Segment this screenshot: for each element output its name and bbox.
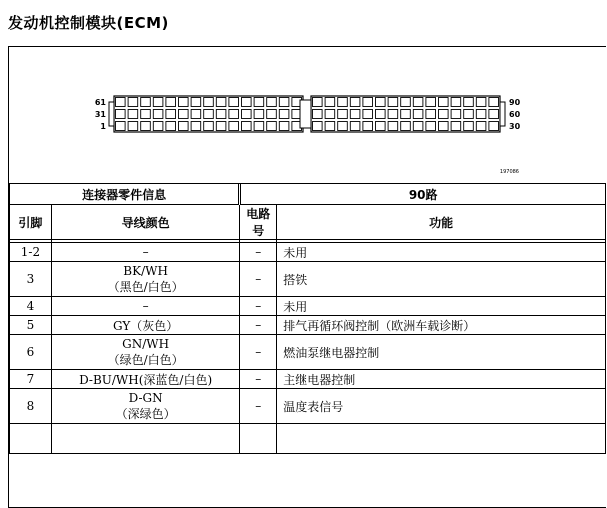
pin-cell: 3 <box>10 262 52 297</box>
pin-cell: 7 <box>10 370 52 389</box>
pin-number-label: 60 <box>509 110 521 119</box>
table-row <box>10 389 606 424</box>
connector-block-left <box>114 96 303 132</box>
connector-info-label: 连接器零件信息 <box>10 184 240 205</box>
circuit-cell: – <box>240 370 277 389</box>
color-cell <box>51 335 239 370</box>
function-cell: 温度表信号 <box>277 389 606 424</box>
pin-cell: 1-2 <box>10 243 52 262</box>
table-row <box>10 316 606 335</box>
header-circuit: 电路号 <box>240 205 277 240</box>
pin-table <box>9 183 606 454</box>
table-row <box>10 262 606 297</box>
color-name: （绿色/白色） <box>107 352 184 367</box>
center-key <box>300 100 311 128</box>
circuit-cell: – <box>240 262 277 297</box>
circuit-cell: – <box>240 389 277 424</box>
pin-cell: 8 <box>10 389 52 424</box>
function-cell: 搭铁 <box>277 262 606 297</box>
color-code: GN/WH <box>122 336 170 351</box>
connector-block-right <box>311 96 500 132</box>
pin-number-label: 61 <box>94 98 106 107</box>
color-cell: GY（灰色） <box>51 316 239 335</box>
color-name: （黑色/白色） <box>107 279 184 294</box>
pin-number-label: 90 <box>509 98 521 107</box>
connector-panel <box>8 46 606 508</box>
connector-type: 90路 <box>240 184 606 205</box>
pin-number-label: 31 <box>94 110 106 119</box>
pin-cell: 6 <box>10 335 52 370</box>
latch-right <box>500 102 505 126</box>
pin-number-label: 30 <box>509 122 521 131</box>
latch-left <box>109 102 114 126</box>
pin-cell: 4 <box>10 297 52 316</box>
color-code: D-GN <box>128 390 163 405</box>
color-cell: – <box>51 297 239 316</box>
circuit-cell: – <box>240 297 277 316</box>
header-wire-color: 导线颜色 <box>51 205 239 240</box>
function-cell: 主继电器控制 <box>277 370 606 389</box>
page-title: 发动机控制模块(ECM) <box>8 14 169 32</box>
header-function: 功能 <box>277 205 606 240</box>
circuit-cell: – <box>240 243 277 262</box>
color-cell <box>51 389 239 424</box>
connector-diagram <box>9 47 606 184</box>
function-cell: 未用 <box>277 243 606 262</box>
circuit-cell: – <box>240 335 277 370</box>
color-cell: D-BU/WH(深蓝色/白色) <box>51 370 239 389</box>
pin-number-label: 1 <box>100 122 106 131</box>
table-row <box>10 297 606 316</box>
table-row <box>10 370 606 389</box>
function-cell: 排气再循环阀控制（欧洲车载诊断） <box>277 316 606 335</box>
color-cell <box>51 262 239 297</box>
color-cell: – <box>51 243 239 262</box>
connector-drawing <box>9 47 606 183</box>
header-pin: 引脚 <box>10 205 52 240</box>
color-code: BK/WH <box>123 263 168 278</box>
circuit-cell: – <box>240 316 277 335</box>
function-cell: 燃油泵继电器控制 <box>277 335 606 370</box>
table-row <box>10 335 606 370</box>
figure-code: 197086 <box>499 169 519 175</box>
pin-cell: 5 <box>10 316 52 335</box>
color-name: （深绿色） <box>115 406 176 421</box>
function-cell: 未用 <box>277 297 606 316</box>
table-row <box>10 424 606 454</box>
table-row <box>10 243 606 262</box>
